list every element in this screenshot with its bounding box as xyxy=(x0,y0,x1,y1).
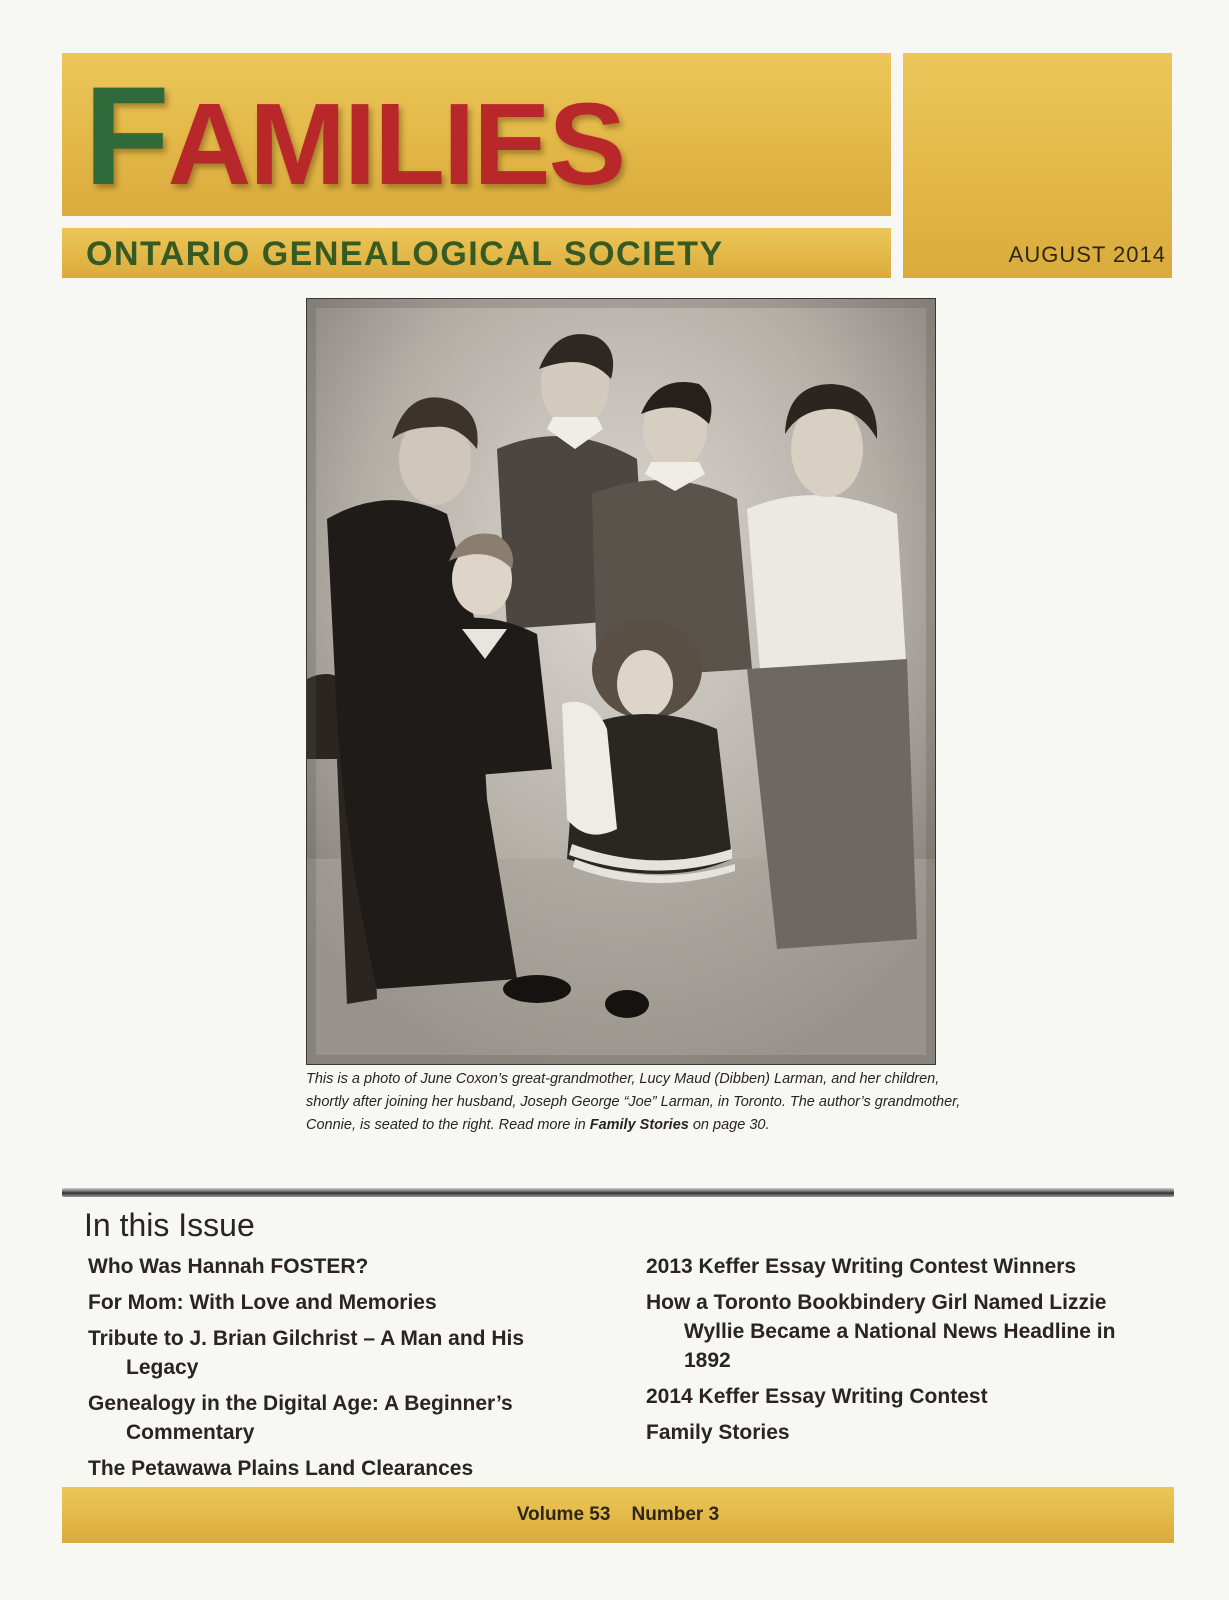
toc-item: Who Was Hannah FOSTER? xyxy=(88,1255,369,1278)
masthead xyxy=(62,53,891,216)
toc-item: For Mom: With Love and Memories xyxy=(88,1291,437,1314)
date-box xyxy=(903,53,1172,278)
society-bar xyxy=(62,228,891,278)
toc-item: Tribute to J. Brian Gilchrist – A Man and His Legacy xyxy=(88,1327,525,1379)
title-initial: F xyxy=(84,57,168,214)
cover-photo xyxy=(306,298,936,1065)
toc-item: 2014 Keffer Essay Writing Contest xyxy=(646,1385,988,1408)
family-portrait-illustration xyxy=(307,299,935,1064)
society-name: ONTARIO GENEALOGICAL SOCIETY xyxy=(86,235,724,273)
toc-item: The Petawawa Plains Land Clearances xyxy=(88,1457,474,1480)
toc-right-column xyxy=(646,1252,1166,1454)
issue-date: AUGUST 2014 xyxy=(1008,242,1166,267)
toc-item: Family Stories xyxy=(646,1421,790,1444)
volume-info: Volume 53 Number 3 xyxy=(516,1504,720,1525)
toc-heading: In this Issue xyxy=(84,1207,255,1243)
title-rest: AMILIES xyxy=(167,79,624,209)
photo-caption xyxy=(306,1068,966,1137)
toc-item: How a Toronto Bookbindery Girl Named Lizzie Wyllie Became a National News Headline in 1892 xyxy=(646,1291,1116,1372)
divider-rule xyxy=(62,1188,1174,1197)
footer-bar xyxy=(62,1487,1174,1543)
caption-feature-link: Family Stories xyxy=(589,1117,689,1133)
caption-page-ref: on page 30. xyxy=(688,1117,770,1133)
toc-left-column xyxy=(88,1252,568,1490)
toc-item: 2013 Keffer Essay Writing Contest Winners xyxy=(646,1255,1077,1278)
toc-item: Genealogy in the Digital Age: A Beginner’s Commentary xyxy=(88,1392,513,1444)
magazine-title xyxy=(84,57,624,214)
caption-text: This is a photo of June Coxon’s great-grandmother, Lucy Maud (Dibben) Larman, and her children, shortly after joining her husband, Joseph George “Joe” Larman, in Toronto. The author’s grandmother, Connie, is seated to the right. Read more in xyxy=(306,1071,961,1133)
